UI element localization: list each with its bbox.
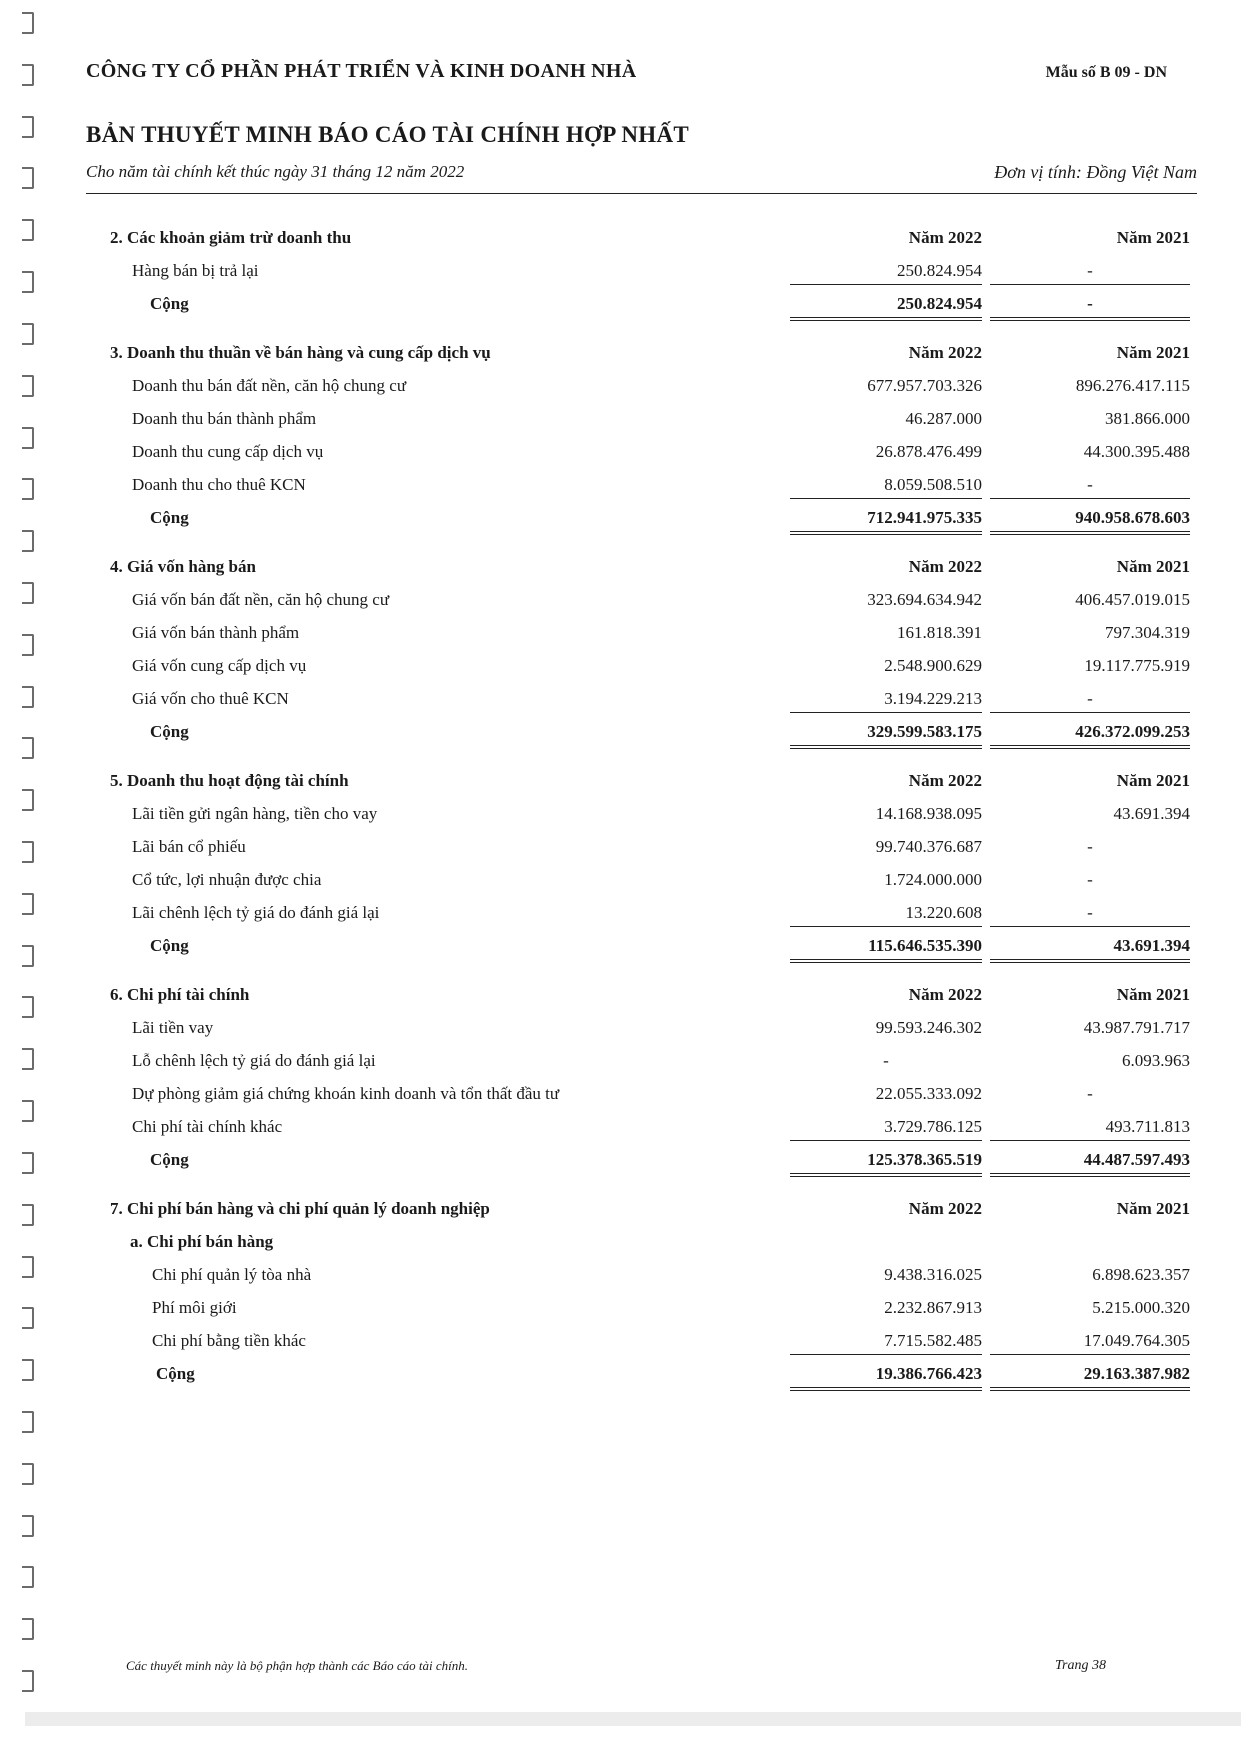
section-header [110, 765, 1200, 798]
item-label: Lãi chênh lệch tỷ giá do đánh giá lại [132, 903, 380, 922]
total-label: Cộng [150, 294, 189, 313]
total-row [110, 502, 1200, 535]
section-header [110, 551, 1200, 584]
section-header [110, 222, 1200, 255]
value-2022: 161.818.391 [897, 623, 982, 642]
line-item [110, 1111, 1200, 1144]
value-2021: - [990, 903, 1190, 927]
total-row [110, 288, 1200, 321]
section-title: 3. Doanh thu thuần về bán hàng và cung cấp dịch vụ [110, 343, 491, 362]
item-label: Chi phí quản lý tòa nhà [152, 1265, 312, 1284]
value-2021: 5.215.000.320 [1092, 1298, 1190, 1317]
item-label: Giá vốn cung cấp dịch vụ [132, 656, 307, 675]
total-label: Cộng [150, 936, 189, 955]
value-2022: 2.548.900.629 [884, 656, 982, 675]
value-2022: 2.232.867.913 [884, 1298, 982, 1317]
line-item [110, 584, 1200, 617]
page-number: Trang 38 [1055, 1658, 1106, 1673]
value-2022: 7.715.582.485 [790, 1331, 982, 1355]
value-2022: 3.729.786.125 [790, 1117, 982, 1141]
year-2022-header: Năm 2022 [908, 985, 982, 1004]
value-2021: 43.691.394 [1113, 804, 1190, 823]
value-2022: 3.194.229.213 [790, 689, 982, 713]
value-2021: 406.457.019.015 [1075, 590, 1190, 609]
total-2021: 43.691.394 [990, 936, 1190, 963]
item-label: Lãi tiền gửi ngân hàng, tiền cho vay [132, 804, 378, 823]
section-title: 4. Giá vốn hàng bán [110, 557, 256, 576]
value-2021: 44.300.395.488 [1083, 442, 1190, 461]
total-label: Cộng [150, 1150, 189, 1169]
item-label: Lãi bán cổ phiếu [132, 837, 246, 856]
value-2021: 6.093.963 [1122, 1051, 1190, 1070]
section-selling-and-admin-expenses [110, 1193, 1200, 1391]
subsection-title: a. Chi phí bán hàng [130, 1232, 274, 1251]
section-title: 5. Doanh thu hoạt động tài chính [110, 771, 349, 790]
total-2021: - [990, 294, 1190, 321]
item-label: Phí môi giới [152, 1298, 237, 1317]
item-label: Chi phí tài chính khác [132, 1117, 283, 1136]
value-2021: - [1087, 837, 1093, 856]
item-label: Giá vốn cho thuê KCN [132, 689, 289, 708]
value-2022: 250.824.954 [790, 261, 982, 285]
value-2021: - [990, 475, 1190, 499]
year-2021-header: Năm 2021 [1116, 228, 1190, 247]
section-title: 2. Các khoản giảm trừ doanh thu [110, 228, 352, 247]
year-2022-header: Năm 2022 [908, 343, 982, 362]
total-2021: 44.487.597.493 [990, 1150, 1190, 1177]
section-net-revenue [110, 337, 1200, 535]
line-item [110, 1078, 1200, 1111]
financial-notes [110, 222, 1200, 1407]
total-label: Cộng [150, 722, 189, 741]
year-2021-header: Năm 2021 [1116, 1199, 1190, 1218]
total-row [110, 930, 1200, 963]
total-2022: 125.378.365.519 [790, 1150, 982, 1177]
value-2021: 43.987.791.717 [1083, 1018, 1190, 1037]
section-header [110, 337, 1200, 370]
total-2022: 250.824.954 [790, 294, 982, 321]
value-2022: 9.438.316.025 [884, 1265, 982, 1284]
value-2022: 8.059.508.510 [790, 475, 982, 499]
value-2022: 323.694.634.942 [867, 590, 982, 609]
total-2022: 115.646.535.390 [790, 936, 982, 963]
value-2022: 26.878.476.499 [875, 442, 982, 461]
section-title: 7. Chi phí bán hàng và chi phí quản lý doanh nghiệp [110, 1199, 490, 1218]
total-2022: 19.386.766.423 [790, 1364, 982, 1391]
total-2022: 712.941.975.335 [790, 508, 982, 535]
footer-note: Các thuyết minh này là bộ phận hợp thành các Báo cáo tài chính. [126, 1658, 468, 1673]
header-divider [86, 193, 1197, 194]
section-header [110, 979, 1200, 1012]
value-2021: 381.866.000 [1105, 409, 1190, 428]
line-item [110, 897, 1200, 930]
total-label: Cộng [150, 508, 189, 527]
item-label: Dự phòng giảm giá chứng khoán kinh doanh và tổn thất đầu tư [132, 1084, 560, 1103]
form-number: Mẫu số B 09 - DN [1045, 64, 1167, 81]
value-2022: 677.957.703.326 [867, 376, 982, 395]
total-label: Cộng [156, 1364, 195, 1383]
line-item [110, 1012, 1200, 1045]
year-2021-header: Năm 2021 [1116, 343, 1190, 362]
line-item [110, 831, 1200, 864]
line-item [110, 1325, 1200, 1358]
line-item [110, 370, 1200, 403]
value-2021: 493.711.813 [990, 1117, 1190, 1141]
total-2021: 426.372.099.253 [990, 722, 1190, 749]
line-item [110, 1292, 1200, 1325]
value-2021: 6.898.623.357 [1092, 1265, 1190, 1284]
value-2022: 1.724.000.000 [884, 870, 982, 889]
line-item [110, 255, 1200, 288]
line-item [110, 650, 1200, 683]
item-label: Giá vốn bán thành phẩm [132, 623, 300, 642]
value-2022: 13.220.608 [790, 903, 982, 927]
reporting-period: Cho năm tài chính kết thúc ngày 31 tháng 12 năm 2022 [86, 162, 465, 181]
value-2021: 17.049.764.305 [990, 1331, 1190, 1355]
value-2021: 797.304.319 [1105, 623, 1190, 642]
line-item [110, 1259, 1200, 1292]
value-2022: 99.593.246.302 [875, 1018, 982, 1037]
total-row [110, 716, 1200, 749]
value-2021: - [1087, 870, 1093, 889]
section-cost-of-goods-sold [110, 551, 1200, 749]
total-row [110, 1144, 1200, 1177]
line-item [110, 469, 1200, 502]
section-header [110, 1193, 1200, 1226]
value-2021: - [990, 689, 1190, 713]
line-item [110, 798, 1200, 831]
value-2021: - [990, 261, 1190, 285]
item-label: Lãi tiền vay [132, 1018, 214, 1037]
value-2021: 896.276.417.115 [1075, 376, 1190, 395]
value-2022: - [883, 1051, 889, 1070]
value-2022: 22.055.333.092 [875, 1084, 982, 1103]
year-2022-header: Năm 2022 [908, 228, 982, 247]
section-financial-expenses [110, 979, 1200, 1177]
year-2022-header: Năm 2022 [908, 557, 982, 576]
year-2022-header: Năm 2022 [908, 1199, 982, 1218]
item-label: Cổ tức, lợi nhuận được chia [132, 870, 322, 889]
value-2022: 46.287.000 [905, 409, 982, 428]
section-financial-income [110, 765, 1200, 963]
item-label: Chi phí bằng tiền khác [152, 1331, 306, 1350]
line-item [110, 1045, 1200, 1078]
value-2022: 99.740.376.687 [875, 837, 982, 856]
year-2021-header: Năm 2021 [1116, 557, 1190, 576]
item-label: Doanh thu cho thuê KCN [132, 475, 306, 494]
document-title: BẢN THUYẾT MINH BÁO CÁO TÀI CHÍNH HỢP NHẤT [86, 122, 690, 147]
item-label: Giá vốn bán đất nền, căn hộ chung cư [132, 590, 390, 609]
item-label: Doanh thu bán đất nền, căn hộ chung cư [132, 376, 407, 395]
item-label: Doanh thu bán thành phẩm [132, 409, 317, 428]
line-item [110, 617, 1200, 650]
total-2022: 329.599.583.175 [790, 722, 982, 749]
year-2021-header: Năm 2021 [1116, 771, 1190, 790]
line-item [110, 436, 1200, 469]
subsection-header [110, 1226, 1200, 1259]
total-2021: 940.958.678.603 [990, 508, 1190, 535]
line-item [110, 864, 1200, 897]
total-row [110, 1358, 1200, 1391]
scan-edge [25, 1712, 1241, 1726]
item-label: Doanh thu cung cấp dịch vụ [132, 442, 324, 461]
binding-holes [22, 12, 42, 1692]
total-2021: 29.163.387.982 [990, 1364, 1190, 1391]
currency-unit: Đơn vị tính: Đồng Việt Nam [994, 162, 1197, 182]
value-2021: - [1087, 1084, 1093, 1103]
section-title: 6. Chi phí tài chính [110, 985, 250, 1004]
item-label: Lỗ chênh lệch tỷ giá do đánh giá lại [132, 1051, 376, 1070]
value-2021: 19.117.775.919 [1084, 656, 1190, 675]
year-2022-header: Năm 2022 [908, 771, 982, 790]
company-name: CÔNG TY CỔ PHẦN PHÁT TRIỂN VÀ KINH DOANH NHÀ [86, 60, 637, 82]
item-label: Hàng bán bị trả lại [132, 261, 259, 280]
section-revenue-deductions [110, 222, 1200, 321]
year-2021-header: Năm 2021 [1116, 985, 1190, 1004]
line-item [110, 403, 1200, 436]
line-item [110, 683, 1200, 716]
value-2022: 14.168.938.095 [875, 804, 982, 823]
